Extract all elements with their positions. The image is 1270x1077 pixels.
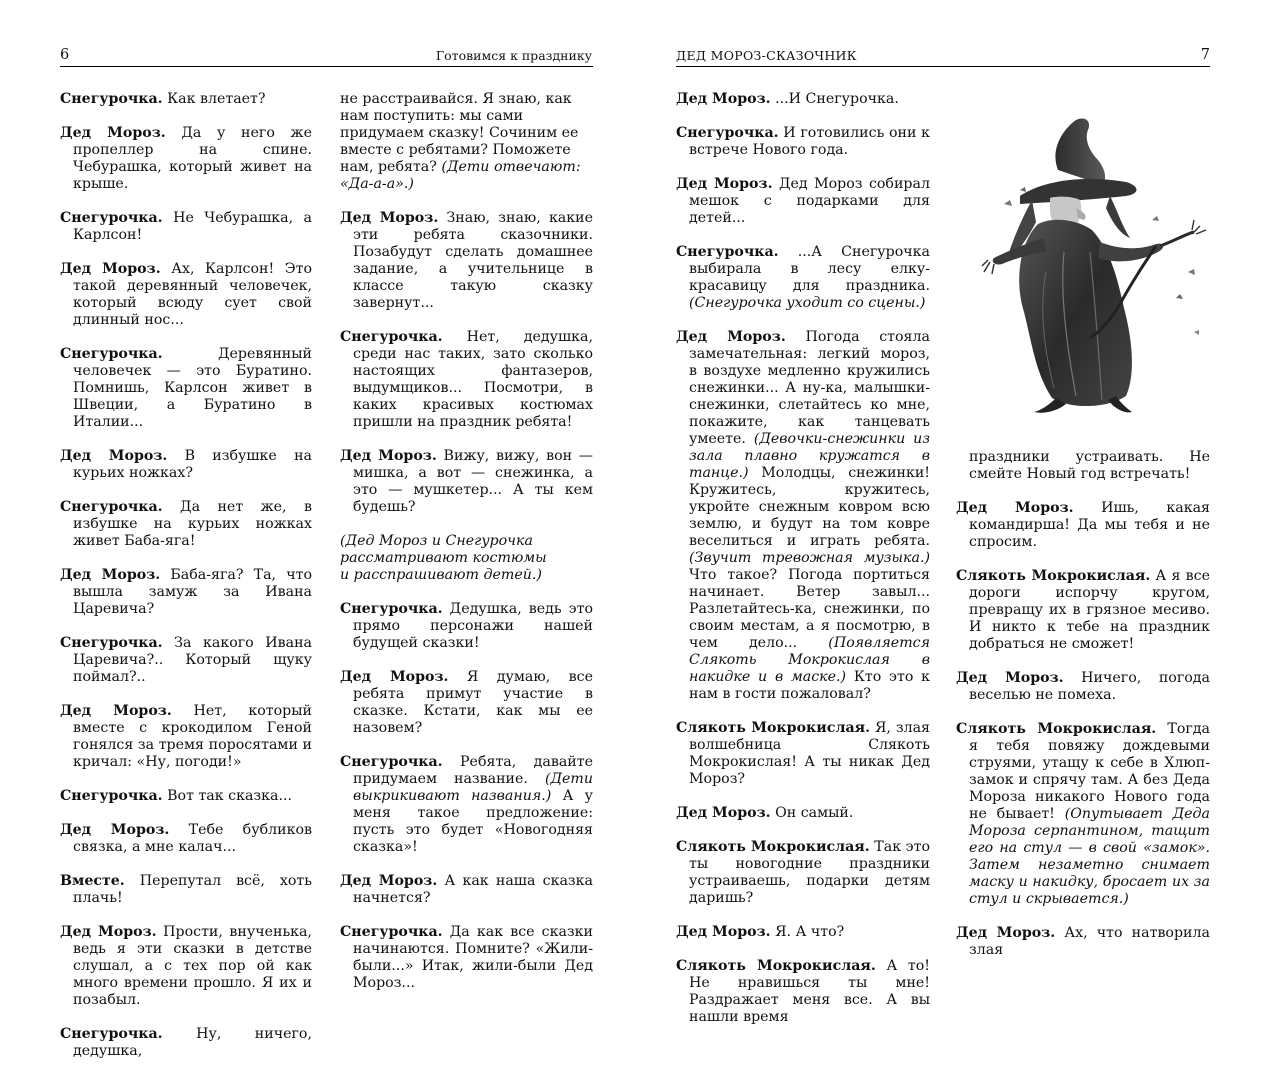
dialogue-paragraph (60, 261, 312, 329)
dialogue-paragraph (340, 873, 593, 907)
dialogue-paragraph (60, 635, 312, 686)
header-rule-right (676, 66, 1210, 67)
dialogue-paragraph (340, 210, 593, 312)
dialogue-paragraph: Дед Мороз. Дед Мороз собирал мешок с подарками для детей... (676, 176, 930, 226)
speaker-name: Снегурочка. (60, 788, 163, 804)
speaker-name: Снегурочка. (60, 346, 163, 362)
dialogue-paragraph: Дед Мороз. Я. А что? (676, 924, 845, 940)
speaker-name: Дед Мороз. (60, 125, 166, 141)
speech-text: Не Чебурашка, а Карлсон! (73, 210, 312, 243)
left-page (0, 0, 635, 1059)
dialogue-paragraph: Слякоть Мокрокислая. А я все дороги испорчу кругом, превращу их в грязное месиво. И никто к тебе на праздник добраться не сможет! (956, 568, 1210, 652)
speech-text: Как влетает? (162, 91, 266, 107)
speech-text: Да как все сказки начинаются. Помните? «Жили-были...» Итак, жили-были Дед Мороз... (353, 924, 593, 991)
speech-text: Дедушка, ведь это прямо персонажи нашей будущей сказки! (353, 601, 593, 651)
dialogue-paragraph: Слякоть Мокрокислая. А то! Не нравишься ты мне! Раздражает меня все. А вы нашли время (676, 958, 930, 1025)
speaker-name: Дед Мороз. (340, 210, 439, 226)
speech-text: Ну, ничего, дедушка, (73, 1026, 312, 1059)
running-head-left: Готовимся к празднику (435, 48, 592, 63)
speech-text: Да нет же, в избушке на курьих ножках живет Баба-яга! (73, 499, 312, 549)
dialogue-paragraph (340, 669, 593, 737)
speech-text: Вот так сказка... (162, 788, 293, 804)
running-head-right: ДЕД МОРОЗ-СКАЗОЧНИК (676, 48, 857, 63)
right-column-2 (956, 449, 1210, 976)
speech-text: В избушке на курьих ножках? (73, 448, 312, 481)
dialogue-paragraph: Дед Мороз. Погода стояла замечательная: легкий мороз, в воздухе медленно кружились снежинки... А ну-ка, малышки-снежинки, слетайтесь ко мне, покажите, как танцевать умеете. (Девочки-снежинки из зала плавно кружатся в танце.) Молодцы, снежинки! Кружитесь, кружитесь, укройте снежным ковром всю землю, и будут на том ковре веселиться и играть ребята. (Звучит тревожная музыка.) Что такое? Погода портиться начинает. Ветер завыл... Разлетайтесь-ка, снежинки, по своим местам, а я посмотрю, в чем дело... (Появляется Слякоть Мокрокислая в накидке и в маске.) Кто это к нам в гости пожаловал? (676, 329, 931, 702)
dialogue-paragraph (60, 567, 312, 618)
speech-text: Перепутал всё, хоть плачь! (73, 873, 312, 906)
dialogue-paragraph: Слякоть Мокрокислая. Я, злая волшебница Слякоть Мокрокислая! А ты никак Дед Мороз? (676, 720, 930, 787)
speaker-name: Снегурочка. (340, 601, 443, 617)
dialogue-paragraph (60, 210, 312, 244)
dialogue-paragraph (60, 91, 312, 108)
speech-text: Вижу, вижу, вон — мишка, а вот — снежинка, а это — мушкетер... А ты кем будешь? (353, 448, 593, 515)
speaker-name: Снегурочка. (60, 1026, 163, 1042)
dialogue-paragraph (60, 448, 312, 482)
left-column-1 (60, 91, 312, 1077)
speaker-name: Дед Мороз. (60, 261, 161, 277)
dialogue-paragraph (60, 788, 312, 805)
stage-direction: (Дед Мороз и Снегурочка рассматривают костюмы и расспрашивают детей.) (340, 533, 547, 583)
witch-illustration (980, 112, 1220, 422)
continued-text: праздники устраивать. Не смейте Новый год встречать! (969, 449, 1210, 482)
dialogue-paragraph: Снегурочка. ...А Снегурочка выбирала в лесу елку-красавицу для праздника. (Снегурочка уходит со сцены.) (676, 244, 930, 311)
speech-text: Тебе бубликов связка, а мне калач... (73, 822, 312, 855)
dialogue-paragraph: Слякоть Мокрокислая. Так это ты новогодние праздники устраиваешь, подарки детям даришь? (676, 839, 930, 906)
speech-text: Прости, внученька, ведь я эти сказки в детстве слушал, а с тех пор ой как много времени прошло. Я их и позабыл. (73, 924, 312, 1008)
header-rule-left (60, 66, 593, 67)
speech-text: Ах, Карлсон! Это такой деревянный человечек, который всюду сует свой длинный нос... (73, 261, 312, 328)
dialogue-paragraph (340, 329, 593, 431)
dialogue-paragraph: Дед Мороз. Ничего, погода веселью не помеха. (956, 670, 1210, 703)
dialogue-paragraph (60, 346, 312, 431)
speaker-name: Дед Мороз. (60, 567, 161, 583)
speech-text: Нет, дедушка, среди нас таких, зато сколько настоящих фантазеров, выдумщиков... Посмотри, в каких красивых костюмах пришли на праздник ребята! (353, 329, 593, 430)
dialogue-paragraph: Снегурочка. И готовились они к встрече Нового года. (676, 125, 930, 158)
continued-text: не расстраивайся. Я знаю, как нам поступить: мы сами придумаем сказку! Сочиним ее вместе с ребятами? Поможете нам, ребята? (Дети отвечают: «Да-а-а».) (340, 91, 581, 192)
speech-text: За какого Ивана Царевича?.. Который щуку поймал?.. (73, 635, 312, 685)
dialogue-paragraph (60, 499, 312, 550)
page-number-right: 7 (1200, 47, 1210, 63)
dialogue-paragraph: Дед Мороз. Ишь, какая командирша! Да мы тебя и не спросим. (956, 500, 1210, 550)
dialogue-paragraph: Дед Мороз. Ах, что натворила злая (956, 925, 1210, 958)
dialogue-paragraph (60, 1026, 312, 1060)
right-page (635, 0, 1270, 1025)
right-column-1 (676, 91, 930, 1043)
speaker-name: Дед Мороз. (340, 669, 449, 685)
speech-text: Деревянный человечек — это Буратино. Помнишь, Карлсон живет в Швеции, а Буратино в Италии... (73, 346, 312, 430)
speaker-name: Дед Мороз. (340, 873, 438, 889)
speech-text: Да у него же пропеллер на спине. Чебурашка, который живет на крыше. (73, 125, 312, 192)
speaker-name: Дед Мороз. (60, 703, 172, 719)
speech-text: А как наша сказка начнется? (353, 873, 593, 906)
speech-text: Знаю, знаю, какие эти ребята сказочники. Позабудут сделать домашнее задание, а учительнице в классе такую сказку завернут... (353, 210, 593, 311)
speaker-name: Дед Мороз. (340, 448, 437, 464)
dialogue-paragraph: Снегурочка. Ребята, давайте придумаем название. (Дети выкрикивают названия.) А у меня такое предложение: пусть это будет «Новогодняя сказка»! (340, 754, 593, 855)
speaker-name: Снегурочка. (60, 210, 163, 226)
dialogue-paragraph (340, 924, 593, 992)
dialogue-paragraph (340, 448, 593, 516)
speaker-name: Снегурочка. (60, 499, 163, 515)
left-column-2 (340, 91, 593, 1009)
dialogue-paragraph: Дед Мороз. Он самый. (676, 805, 854, 821)
dialogue-paragraph (340, 601, 593, 652)
speech-text: Я думаю, все ребята примут участие в сказке. Кстати, как мы ее назовем? (353, 669, 593, 736)
dialogue-paragraph (60, 924, 312, 1009)
dialogue-paragraph (60, 873, 312, 907)
page-number-left: 6 (60, 47, 70, 63)
speaker-name: Дед Мороз. (60, 822, 170, 838)
dialogue-paragraph: Дед Мороз. ...И Снегурочка. (676, 91, 899, 107)
speaker-name: Снегурочка. (60, 91, 163, 107)
speaker-name: Дед Мороз. (60, 924, 157, 940)
dialogue-paragraph (60, 703, 312, 771)
speech-text: Нет, который вместе с крокодилом Геной гонялся за тремя поросятами и кричал: «Ну, погоди!» (73, 703, 312, 770)
speech-text: Баба-яга? Та, что вышла замуж за Ивана Царевича? (73, 567, 312, 617)
speaker-name: Вместе. (60, 873, 125, 889)
speaker-name: Снегурочка. (340, 924, 443, 940)
speaker-name: Снегурочка. (60, 635, 163, 651)
dialogue-paragraph: Слякоть Мокрокислая. Тогда я тебя повяжу дождевыми струями, утащу к себе в Хлюп-замок и спрячу там. А без Деда Мороза никакого Нового года не бывает! (Опутывает Деда Мороза серпантином, тащит его на стул — в свой «замок». Затем незаметно снимает маску и накидку, бросает их за стул и скрывается.) (956, 721, 1210, 907)
dialogue-paragraph (60, 125, 312, 193)
speaker-name: Снегурочка. (340, 329, 443, 345)
dialogue-paragraph (60, 822, 312, 856)
speaker-name: Дед Мороз. (60, 448, 168, 464)
